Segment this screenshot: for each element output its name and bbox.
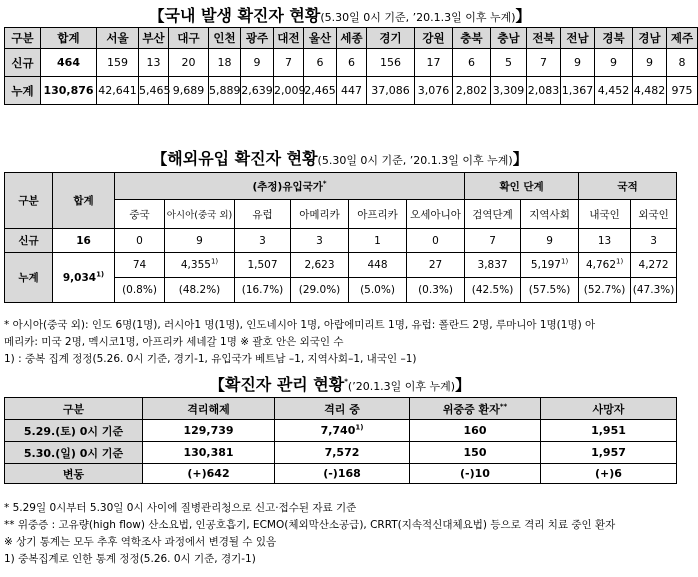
- imported-subheader-cell: 유럽: [235, 200, 291, 229]
- domestic-cell: 130,876: [41, 77, 97, 105]
- imported-subheader-cell: 중국: [115, 200, 165, 229]
- domestic-cell: 9: [561, 49, 595, 77]
- domestic-row-label: 신규: [5, 49, 41, 77]
- domestic-cell: 4,452: [595, 77, 633, 105]
- imported-cum-cell: [165, 253, 235, 278]
- imported-subheader-cell: 오세아니아: [407, 200, 465, 229]
- imported-subheader-cell: 아프리카: [349, 200, 407, 229]
- imported-notes: [4, 317, 595, 368]
- domestic-header-cell: 전남: [561, 28, 595, 49]
- domestic-row-label: 누계: [5, 77, 41, 105]
- domestic-header-cell: 서울: [97, 28, 139, 49]
- section3-title: 【확진자 관리 현황*(’20.1.3일 이후 누계)】: [209, 375, 471, 394]
- imported-pct-cell: (5.0%): [349, 278, 407, 303]
- management-cell: 1,957: [541, 442, 677, 464]
- management-cell: [275, 420, 410, 442]
- domestic-cell: 5: [491, 49, 527, 77]
- domestic-cell: 7: [527, 49, 561, 77]
- imported-new-cell: 9: [521, 229, 579, 253]
- management-notes: [4, 500, 615, 568]
- domestic-header-cell: 제주: [667, 28, 698, 49]
- imported-note: 1) : 중복 집계 정정(5.26. 0시 기준, 경기-1, 유입국가 베트남 –1, 지역사회–1, 내국인 –1): [4, 353, 417, 365]
- domestic-cell: 37,086: [367, 77, 415, 105]
- imported-header-row-1: [5, 173, 677, 200]
- management-cell-value: 7,740: [320, 424, 356, 437]
- section1-title-text: 국내 발생 확진자 현황: [164, 6, 321, 25]
- imported-total-header: 합계: [53, 173, 115, 229]
- domestic-cell: 7: [274, 49, 304, 77]
- imported-cum-total-value: 9,034: [62, 271, 97, 284]
- domestic-header-cell: 합계: [41, 28, 97, 49]
- domestic-new-row: [5, 49, 698, 77]
- management-header-cell-value: 위중증 환자: [442, 402, 500, 416]
- management-header-cell: 구분: [5, 398, 143, 420]
- imported-cum-cell: 27: [407, 253, 465, 278]
- domestic-cell: 464: [41, 49, 97, 77]
- domestic-cell: 3,309: [491, 77, 527, 105]
- domestic-cell: 447: [337, 77, 367, 105]
- section1-title: 【국내 발생 확진자 현황(5.30일 0시 기준, ’20.1.3일 이후 누계)】: [149, 6, 531, 25]
- domestic-cell: 2,802: [453, 77, 491, 105]
- imported-cases-table: [4, 172, 677, 303]
- domestic-cell: 159: [97, 49, 139, 77]
- imported-cum-total: [53, 253, 115, 303]
- management-note: * 5.29일 0시부터 5.30일 0시 사이에 질병관리청으로 신고·접수된 자료 기준: [4, 502, 357, 514]
- management-row-label: 변동: [5, 464, 143, 484]
- imported-pct-cell: (57.5%): [521, 278, 579, 303]
- domestic-cell: 9: [241, 49, 274, 77]
- imported-cum-cell-value: 5,197: [530, 259, 561, 271]
- imported-new-row: [5, 229, 677, 253]
- domestic-header-cell: 경남: [633, 28, 667, 49]
- section3-subtitle: (’20.1.3일 이후 누계): [347, 380, 456, 393]
- domestic-cell: 42,641: [97, 77, 139, 105]
- management-cell: 160: [410, 420, 541, 442]
- imported-new-cell: 0: [407, 229, 465, 253]
- domestic-cell: 9: [633, 49, 667, 77]
- domestic-header-cell: 광주: [241, 28, 274, 49]
- imported-cumulative-row: [5, 253, 677, 278]
- imported-pct-cell: (42.5%): [465, 278, 521, 303]
- imported-note: * 아시아(중국 외): 인도 6명(1명), 러시아1 명(1명), 인도네시아 1명, 아랍에미리트 1명, 유럽: 폴란드 2명, 루마니아 1명(1명) 아: [4, 319, 596, 331]
- imported-subheader-cell: 외국인: [631, 200, 677, 229]
- management-cell: 150: [410, 442, 541, 464]
- domestic-cell: 8: [667, 49, 698, 77]
- imported-cum-cell-sup: 1): [616, 257, 624, 266]
- domestic-cell: 6: [337, 49, 367, 77]
- domestic-cell: 9: [595, 49, 633, 77]
- imported-cum-cell: [579, 253, 631, 278]
- imported-gubun-header: 구분: [5, 173, 53, 229]
- domestic-cell: 9,689: [169, 77, 209, 105]
- domestic-header-cell: 전북: [527, 28, 561, 49]
- domestic-header-cell: 경기: [367, 28, 415, 49]
- section3-title-mark: *: [344, 377, 348, 386]
- management-cell: (+)6: [541, 464, 677, 484]
- domestic-cell: 6: [453, 49, 491, 77]
- imported-new-cell: 3: [291, 229, 349, 253]
- imported-new-cell: 3: [235, 229, 291, 253]
- section2-title: 【해외유입 확진자 현황(5.30일 0시 기준, ’20.1.3일 이후 누계)】: [152, 149, 528, 168]
- management-header-cell: 격리해제: [143, 398, 275, 420]
- imported-pct-cell: (0.3%): [407, 278, 465, 303]
- management-cell: (-)10: [410, 464, 541, 484]
- imported-cum-cell: 3,837: [465, 253, 521, 278]
- domestic-header-cell: 울산: [304, 28, 337, 49]
- imported-new-cell: 0: [115, 229, 165, 253]
- imported-cum-cell-sup: 1): [210, 257, 219, 266]
- imported-pct-cell: (52.7%): [579, 278, 631, 303]
- management-cell: (-)168: [275, 464, 410, 484]
- management-cell: 129,739: [143, 420, 275, 442]
- section1-subtitle: (5.30일 0시 기준, ’20.1.3일 이후 누계): [320, 11, 516, 24]
- domestic-header-cell: 세종: [337, 28, 367, 49]
- imported-cum-cell: 4,272: [631, 253, 677, 278]
- domestic-cell: 2,083: [527, 77, 561, 105]
- imported-stage-header: 확인 단계: [465, 173, 579, 200]
- imported-cum-cell: 1,507: [235, 253, 291, 278]
- management-header-cell: [410, 398, 541, 420]
- management-cell: 130,381: [143, 442, 275, 464]
- domestic-header-cell: 인천: [209, 28, 241, 49]
- domestic-cell: 18: [209, 49, 241, 77]
- management-cell-sup: 1): [355, 423, 364, 432]
- imported-new-label: 신규: [5, 229, 53, 253]
- management-note: ** 위중증 : 고유량(high flow) 산소요법, 인공호흡기, ECMO(체외막산소공급), CRRT(지속적신대체요법) 등으로 격리 치료 중인 환자: [4, 519, 616, 531]
- imported-subheader-cell: 아메리카: [291, 200, 349, 229]
- management-row-0529: [5, 420, 677, 442]
- imported-subheader-cell: 아시아(중국 외): [165, 200, 235, 229]
- domestic-cell: 2,639: [241, 77, 274, 105]
- imported-cum-cell: 74: [115, 253, 165, 278]
- imported-new-cell: 13: [579, 229, 631, 253]
- imported-subheader-cell: 검역단계: [465, 200, 521, 229]
- imported-country-header-mark: *: [322, 179, 327, 187]
- imported-country-header: [115, 173, 465, 200]
- management-header-cell-sup: **: [499, 401, 508, 410]
- section2-title-text: 해외유입 확진자 현황: [167, 149, 318, 168]
- management-row-label: 5.29.(토) 0시 기준: [5, 420, 143, 442]
- domestic-cell: 6: [304, 49, 337, 77]
- domestic-cell: 5,465: [139, 77, 169, 105]
- management-note: ※ 상기 통계는 모두 추후 역학조사 과정에서 변경될 수 있음: [4, 536, 277, 548]
- imported-cum-cell: 448: [349, 253, 407, 278]
- domestic-header-cell: 경북: [595, 28, 633, 49]
- imported-new-total: 16: [53, 229, 115, 253]
- domestic-cell: 17: [415, 49, 453, 77]
- imported-cum-cell-value: 4,762: [585, 259, 616, 271]
- management-cell: 1,951: [541, 420, 677, 442]
- imported-new-cell: 1: [349, 229, 407, 253]
- section2-subtitle: (5.30일 0시 기준, ’20.1.3일 이후 누계): [317, 154, 513, 167]
- management-row-change: [5, 464, 677, 484]
- domestic-cell: 13: [139, 49, 169, 77]
- management-row-label: 5.30.(일) 0시 기준: [5, 442, 143, 464]
- imported-pct-cell: (0.8%): [115, 278, 165, 303]
- domestic-header-cell: 대전: [274, 28, 304, 49]
- imported-nation-header: 국적: [579, 173, 677, 200]
- domestic-cell: 3,076: [415, 77, 453, 105]
- imported-pct-cell: (16.7%): [235, 278, 291, 303]
- management-cell: (+)642: [143, 464, 275, 484]
- management-cell: 7,572: [275, 442, 410, 464]
- domestic-cell: 156: [367, 49, 415, 77]
- imported-cum-cell-value: 4,355: [180, 259, 211, 271]
- domestic-cell: 2,009: [274, 77, 304, 105]
- domestic-cell: 1,367: [561, 77, 595, 105]
- imported-note: 메리카: 미국 2명, 멕시코1명, 아프리카 세네갈 1명 ※ 괄호 안은 외국인 수: [4, 336, 344, 348]
- domestic-header-cell: 강원: [415, 28, 453, 49]
- imported-cum-cell: [521, 253, 579, 278]
- imported-subheader-cell: 지역사회: [521, 200, 579, 229]
- imported-new-cell: 7: [465, 229, 521, 253]
- imported-new-cell: 9: [165, 229, 235, 253]
- domestic-cases-table: [4, 27, 698, 105]
- imported-cum-cell: 2,623: [291, 253, 349, 278]
- imported-cum-total-sup: 1): [96, 270, 105, 278]
- domestic-header-cell: 부산: [139, 28, 169, 49]
- management-table: [4, 397, 677, 484]
- imported-country-header-text: (추정)유입국가: [252, 180, 323, 193]
- domestic-cell: 2,465: [304, 77, 337, 105]
- imported-new-cell: 3: [631, 229, 677, 253]
- domestic-cell: 5,889: [209, 77, 241, 105]
- management-header-cell: 격리 중: [275, 398, 410, 420]
- management-note: 1) 중복집계로 인한 통계 정정(5.26. 0시 기준, 경기-1): [4, 553, 256, 565]
- domestic-cell: 20: [169, 49, 209, 77]
- domestic-cell: 4,482: [633, 77, 667, 105]
- management-header-cell: 사망자: [541, 398, 677, 420]
- domestic-cell: 975: [667, 77, 698, 105]
- section3-title-text: 확진자 관리 현황: [224, 375, 345, 394]
- imported-cum-label: 누계: [5, 253, 53, 303]
- imported-cum-cell-sup: 1): [560, 257, 569, 266]
- domestic-header-row: [5, 28, 698, 49]
- domestic-header-cell: 대구: [169, 28, 209, 49]
- imported-subheader-cell: 내국인: [579, 200, 631, 229]
- imported-pct-cell: (47.3%): [631, 278, 677, 303]
- imported-pct-cell: (29.0%): [291, 278, 349, 303]
- imported-pct-cell: (48.2%): [165, 278, 235, 303]
- management-header-row: [5, 398, 677, 420]
- management-row-0530: [5, 442, 677, 464]
- domestic-header-cell: 충남: [491, 28, 527, 49]
- domestic-header-cell: 구분: [5, 28, 41, 49]
- domestic-header-cell: 충북: [453, 28, 491, 49]
- domestic-cumulative-row: [5, 77, 698, 105]
